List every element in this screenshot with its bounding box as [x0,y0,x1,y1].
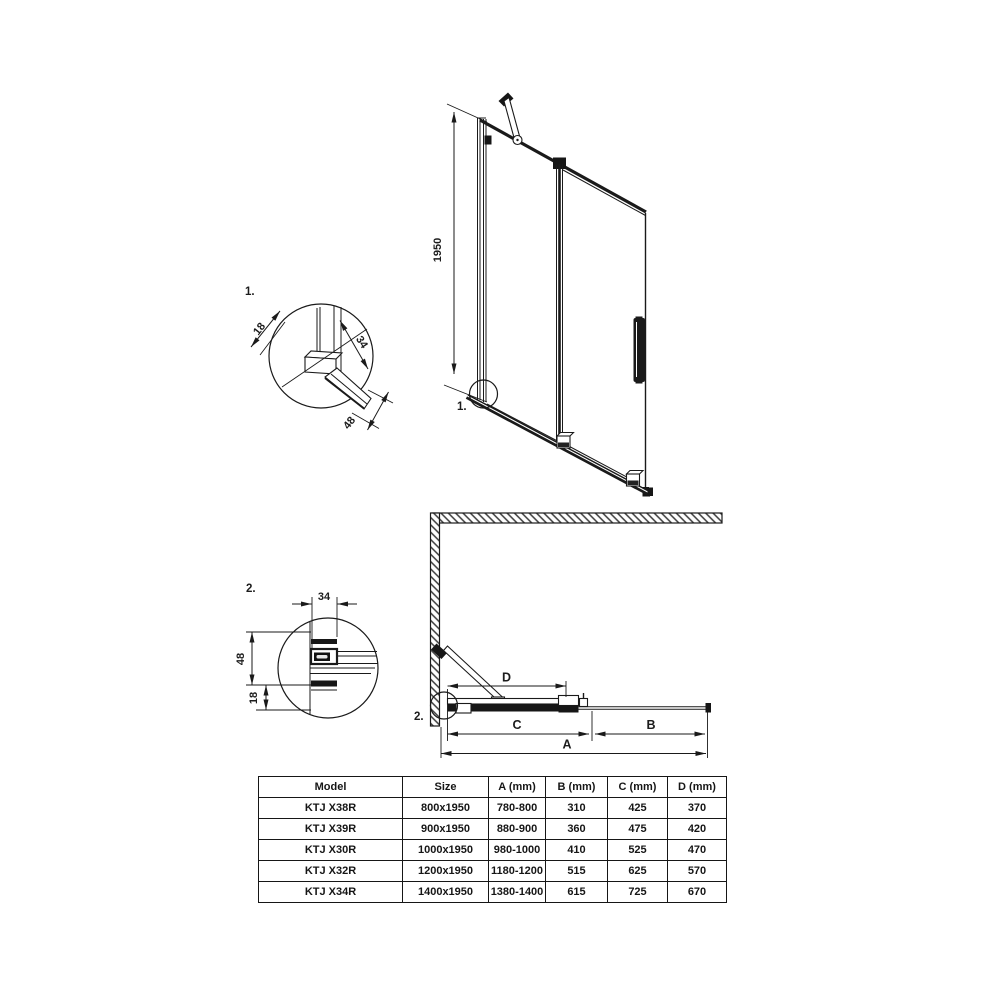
spec-table-header-row [259,777,727,798]
spec-table-cell: KTJ X30R [259,840,403,861]
wall-top [432,513,722,523]
spec-table-cell: 980-1000 [489,840,546,861]
spec-table-cell: 1400x1950 [403,882,489,903]
dim-48-label: 48 [341,414,359,432]
spec-table-row [259,798,727,819]
spec-table-row [259,819,727,840]
spec-table-header-cell: Model [259,777,403,798]
dim-34-label: 34 [353,333,370,351]
spec-table-cell: 570 [668,861,727,882]
spec-table-cell: KTJ X34R [259,882,403,903]
dim-A-label: A [562,737,572,752]
detail-1-marker-label: 1. [457,401,467,413]
dim-34-label: 34 [317,591,331,603]
spec-table-cell: 615 [546,882,608,903]
spec-table-cell: KTJ X39R [259,819,403,840]
spec-table [258,776,727,903]
front-view [432,93,653,497]
profile-block-front [305,357,336,374]
spec-table-cell: KTJ X38R [259,798,403,819]
door-handle [634,317,646,384]
dim-D-label: D [501,670,512,685]
sliding-door-plan [578,703,711,713]
support-brace [431,644,505,706]
spec-table-cell: 525 [608,840,668,861]
height-dimension-label: 1950 [432,237,444,263]
wall-profile [478,118,492,402]
spec-table-cell: 360 [546,819,608,840]
top-view [414,513,722,758]
door-end-cap [706,703,712,713]
spec-table-header-cell: B (mm) [546,777,608,798]
spec-table-cell: 725 [608,882,668,903]
bottom-rail-end-cap [648,488,654,497]
detail-2-view [235,583,378,718]
spec-table-cell: 1380-1400 [489,882,546,903]
spec-table-cell: 670 [668,882,727,903]
rail-assembly [448,693,588,713]
detail-1-view [245,286,393,432]
spec-table-cell: 515 [546,861,608,882]
spec-table-cell: 420 [668,819,727,840]
roller [627,471,644,487]
detail-1-label: 1. [245,286,255,298]
spec-table-header-cell: Size [403,777,489,798]
rail-clamp [456,704,471,714]
dim-C-label: C [512,718,522,732]
dim-18-label: 18 [251,320,269,338]
roller [557,433,574,449]
spec-table-cell: 425 [608,798,668,819]
end-bracket [559,696,579,706]
spec-table-cell: 1180-1200 [489,861,546,882]
spec-table-header-cell: D (mm) [668,777,727,798]
spec-table-cell: 880-900 [489,819,546,840]
spec-table-row [259,840,727,861]
spec-table-cell: 475 [608,819,668,840]
dim-B-label: B [646,718,656,732]
spec-table-row [259,861,727,882]
dim-18-label: 18 [248,691,260,705]
spec-table-cell: 310 [546,798,608,819]
detail-2-label: 2. [246,583,256,595]
fixed-glass-bottom-edge [487,404,557,441]
wall-left [431,513,440,726]
spec-table-cell: 1000x1950 [403,840,489,861]
spec-table-cell: 625 [608,861,668,882]
detail-2-marker-label: 2. [414,711,424,723]
spec-table-cell: KTJ X32R [259,861,403,882]
wall-bracket [485,136,492,145]
spec-table-cell: 780-800 [489,798,546,819]
spec-table-cell: 470 [668,840,727,861]
spec-table-cell: 800x1950 [403,798,489,819]
spec-table-row [259,882,727,903]
door-leading-profile [553,158,566,443]
spec-table-cell: 410 [546,840,608,861]
spec-table-cell: 1200x1950 [403,861,489,882]
spec-table-cell: 370 [668,798,727,819]
spec-table-header-cell: C (mm) [608,777,668,798]
extension-line [444,385,487,402]
spec-table-cell: 900x1950 [403,819,489,840]
dim-48-label: 48 [235,652,247,666]
door-glass-top-edge [563,170,646,216]
spec-table-header-cell: A (mm) [489,777,546,798]
